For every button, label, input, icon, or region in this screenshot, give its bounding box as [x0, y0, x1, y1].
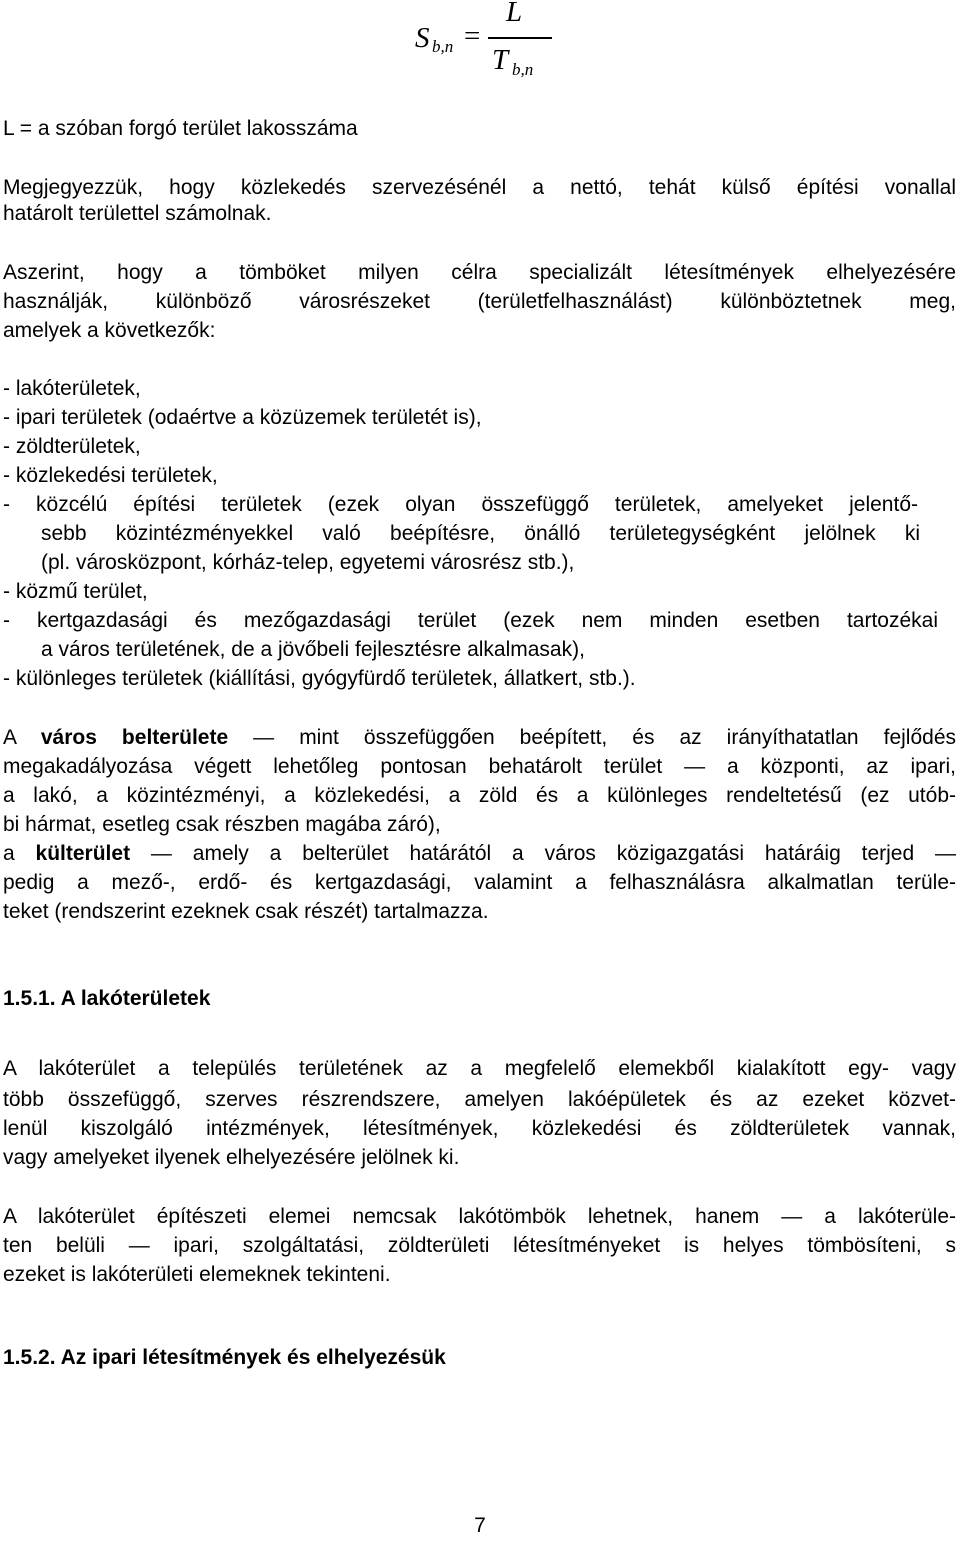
list-item-continuation: (pl. városközpont, kórház-telep, egyetemi városrész stb.), — [41, 551, 575, 574]
note-line: határolt területtel számolnak. — [3, 202, 272, 225]
paragraph-line: lenül kiszolgáló intézmények, létesítmények, közlekedési és zöldterületek vannak, — [3, 1117, 956, 1140]
paragraph-line: A lakóterület a település területének az a megfelelő elemekből kialakított egy- vagy — [3, 1057, 956, 1080]
density-formula — [412, 0, 552, 80]
list-item-continuation: sebb közintézményekkel való beépítésre, önálló területegységként jelölnek ki — [41, 522, 920, 545]
belterulet-term: város belterülete — [40, 726, 229, 749]
paragraph-line: ezeket is lakóterületi elemeknek tekinteni. — [3, 1263, 391, 1286]
list-item: - lakóterületek, — [3, 377, 141, 400]
list-item: - közcélú építési területek (ezek olyan összefüggő területek, amelyeket jelentő- — [3, 493, 918, 516]
list-item: - ipari területek (odaértve a közüzemek területét is), — [3, 406, 482, 429]
paragraph-line: több összefüggő, szerves részrendszere, amelyen lakóépületek és az ezeket közvet- — [3, 1088, 956, 1111]
formula-lhs-symbol: S — [415, 22, 430, 54]
paragraph-line: megakadályozása végett lehetőleg pontosan behatárolt terület — a központi, az ipari, — [3, 755, 956, 778]
list-item: - közlekedési területek, — [3, 464, 218, 487]
formula-denominator-symbol: T — [492, 44, 509, 76]
section-heading: 1.5.1. A lakóterületek — [3, 987, 211, 1010]
belterulet-first-line — [3, 723, 956, 752]
paragraph-line: pedig a mező-, erdő- és kertgazdasági, valamint a felhasználásra alkalmatlan terüle- — [3, 871, 956, 894]
list-item: - közmű terület, — [3, 580, 148, 603]
fraction-bar — [488, 37, 552, 39]
belterulet-rest: — mint összefüggően beépített, és az irányíthatatlan fejlődés — [228, 726, 956, 749]
formula-denominator-subscript: b,n — [512, 60, 534, 79]
paragraph-line: teket (rendszerint ezeknek csak részét) tartalmazza. — [3, 900, 489, 923]
list-item-continuation: a város területének, de a jövőbeli fejlesztésre alkalmasak), — [41, 638, 585, 661]
formula-equals: = — [464, 20, 481, 52]
paragraph-line: A lakóterület építészeti elemei nemcsak lakótömbök lehetnek, hanem — a lakóterüle- — [3, 1205, 956, 1228]
intro-line: használják, különböző városrészeket (területfelhasználást) különböztetnek meg, — [3, 290, 956, 313]
kulterulet-rest: — amely a belterület határától a város közigazgatási határáig terjed — — [130, 842, 957, 865]
kulterulet-lead: a — [3, 842, 36, 865]
list-item: - kertgazdasági és mezőgazdasági terület (ezek nem minden esetben tartozékai — [3, 609, 938, 632]
intro-line: Aszerint, hogy a tömböket milyen célra specializált létesítmények elhelyezésére — [3, 261, 956, 284]
paragraph-line: vagy amelyeket ilyenek elhelyezésére jelölnek ki. — [3, 1146, 460, 1169]
kulterulet-first-line — [3, 839, 956, 868]
paragraph-line: bi hármat, esetleg csak részben magába záró), — [3, 813, 441, 836]
intro-line: amelyek a következők: — [3, 319, 216, 342]
note-line: Megjegyezzük, hogy közlekedés szervezésénél a nettó, tehát külső építési vonallal — [3, 176, 956, 199]
definition-line: L = a szóban forgó terület lakosszáma — [3, 117, 358, 140]
formula-lhs-subscript: b,n — [432, 37, 454, 56]
list-item: - különleges területek (kiállítási, gyógyfürdő területek, állatkert, stb.). — [3, 667, 636, 690]
page-number: 7 — [474, 1514, 486, 1537]
belterulet-lead: A — [3, 726, 41, 749]
list-item: - zöldterületek, — [3, 435, 141, 458]
formula-numerator: L — [506, 0, 523, 28]
paragraph-line: ten belüli — ipari, szolgáltatási, zöldterületi létesítményeket is helyes tömbösíteni, s — [3, 1234, 956, 1257]
kulterulet-term: külterület — [35, 842, 131, 865]
paragraph-line: a lakó, a közintézményi, a közlekedési, a zöld és a különleges rendeltetésű (ez utób- — [3, 784, 956, 807]
section-heading: 1.5.2. Az ipari létesítmények és elhelyezésük — [3, 1346, 446, 1369]
